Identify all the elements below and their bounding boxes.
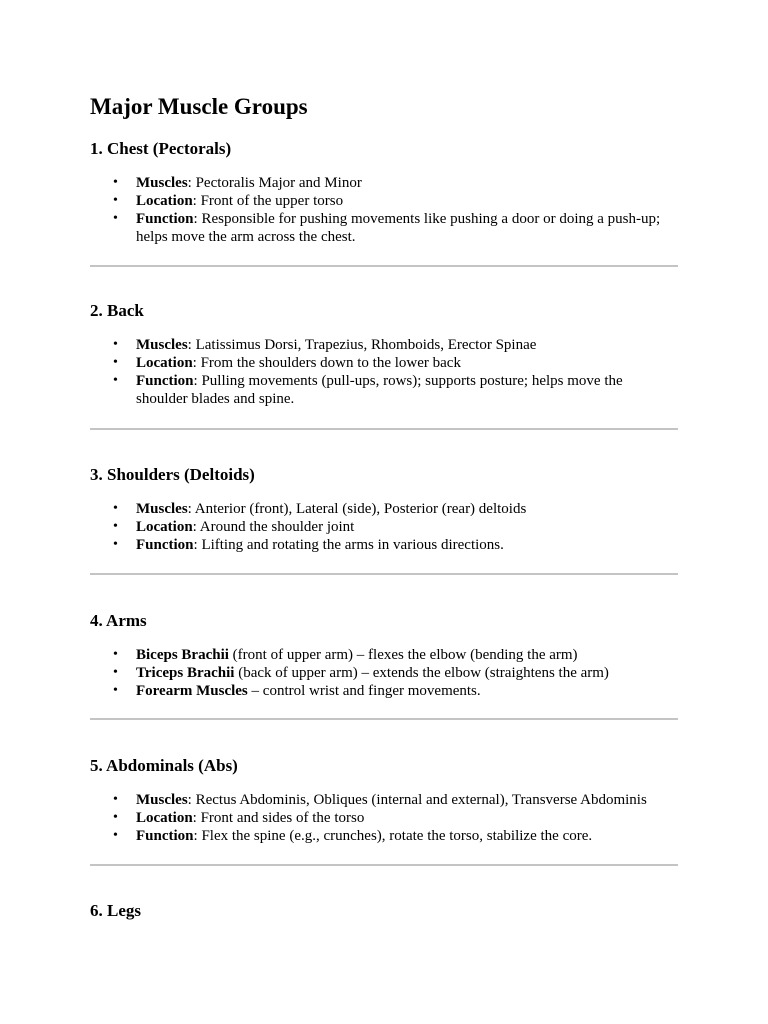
list-item: [90, 664, 678, 682]
list-item: • Function: Pulling movements (pull-ups, rows); supports posture; helps move the shoulder blades and spine.: [113, 373, 623, 407]
section-legs: [90, 900, 678, 922]
section-chest: [90, 138, 678, 246]
item-text: Latissimus Dorsi, Trapezius, Rhomboids, Erector Spinae: [195, 337, 537, 353]
section-heading: 6. Legs: [90, 901, 141, 920]
list-item: [90, 646, 678, 664]
bullet-icon: •: [113, 337, 118, 352]
bullet-icon: •: [113, 193, 118, 208]
bullet-icon: •: [113, 175, 118, 190]
horizontal-divider: [90, 265, 678, 267]
item-text: Flex the spine (e.g., crunches), rotate the torso, stabilize the core.: [201, 828, 593, 844]
bullet-icon: •: [113, 792, 118, 807]
section-back: [90, 300, 678, 408]
section-heading: 3. Shoulders (Deltoids): [90, 465, 255, 484]
list-item: • Location: Around the shoulder joint: [113, 519, 355, 535]
list-item: [90, 682, 678, 700]
bullet-icon: •: [113, 810, 118, 825]
item-text: (back of upper arm) – extends the elbow (straightens the arm): [238, 665, 609, 681]
bullet-icon: •: [113, 519, 118, 534]
item-text: – control wrist and finger movements.: [251, 683, 481, 699]
item-text: From the shoulders down to the lower back: [200, 355, 461, 371]
item-text: Anterior (front), Lateral (side), Posterior (rear) deltoids: [194, 501, 527, 517]
item-label: Muscles: [136, 501, 188, 517]
section-arms: [90, 610, 678, 700]
bullet-icon: •: [113, 828, 118, 843]
horizontal-divider: [90, 864, 678, 866]
item-text: Pectoralis Major and Minor: [195, 175, 362, 191]
item-label: Location: [136, 355, 193, 371]
horizontal-divider: [90, 573, 678, 575]
item-label: Function: [136, 828, 194, 844]
bullet-list: [90, 336, 678, 408]
item-text: Pulling movements (pull-ups, rows); supports posture; helps move the shoulder blades and spine.: [136, 373, 623, 407]
bullet-icon: •: [113, 683, 118, 698]
bullet-icon: •: [113, 501, 118, 516]
list-item: • Location: Front and sides of the torso: [113, 810, 365, 826]
bullet-icon: •: [113, 665, 118, 680]
bullet-icon: •: [113, 647, 118, 662]
list-item: • Location: From the shoulders down to the lower back: [113, 355, 461, 371]
section-heading: 2. Back: [90, 301, 144, 320]
bullet-list: [90, 646, 678, 700]
item-label: Triceps Brachii: [136, 665, 235, 681]
list-item: • Muscles: Anterior (front), Lateral (side), Posterior (rear) deltoids: [113, 501, 527, 517]
bullet-list: [90, 791, 678, 845]
list-item: • Muscles: Rectus Abdominis, Obliques (internal and external), Transverse Abdominis: [113, 792, 647, 808]
section-shoulders: [90, 464, 678, 554]
horizontal-divider: [90, 718, 678, 720]
list-item: • Function: Lifting and rotating the arms in various directions.: [113, 537, 504, 553]
item-label: Location: [136, 193, 193, 209]
item-label: Biceps Brachii: [136, 647, 229, 663]
item-text: Lifting and rotating the arms in various directions.: [201, 537, 504, 553]
bullet-list: [90, 174, 678, 246]
list-item: • Function: Responsible for pushing movements like pushing a door or doing a push-up; helps move the arm across the chest.: [113, 211, 661, 245]
item-label: Muscles: [136, 337, 188, 353]
section-heading: 4. Arms: [90, 611, 147, 630]
item-text: (front of upper arm) – flexes the elbow (bending the arm): [232, 647, 578, 663]
item-label: Function: [136, 211, 194, 227]
item-label: Forearm Muscles: [136, 683, 248, 699]
item-text: Rectus Abdominis, Obliques (internal and external), Transverse Abdominis: [195, 792, 647, 808]
list-item: • Muscles: Latissimus Dorsi, Trapezius, Rhomboids, Erector Spinae: [113, 337, 537, 353]
list-item: • Location: Front of the upper torso: [113, 193, 344, 209]
bullet-icon: •: [113, 211, 118, 226]
item-label: Location: [136, 519, 193, 535]
bullet-icon: •: [113, 537, 118, 552]
document-title: Major Muscle Groups: [90, 94, 308, 119]
item-label: Muscles: [136, 792, 188, 808]
section-heading: 1. Chest (Pectorals): [90, 139, 232, 158]
item-label: Function: [136, 537, 194, 553]
item-label: Muscles: [136, 175, 188, 191]
section-heading: 5. Abdominals (Abs): [90, 756, 238, 775]
item-text: Around the shoulder joint: [199, 519, 355, 535]
item-text: Front and sides of the torso: [200, 810, 365, 826]
item-text: Responsible for pushing movements like pushing a door or doing a push-up; helps move the arm across the chest.: [136, 211, 661, 245]
horizontal-divider: [90, 428, 678, 430]
item-text: Front of the upper torso: [200, 193, 344, 209]
bullet-icon: •: [113, 373, 118, 388]
list-item: • Muscles: Pectoralis Major and Minor: [113, 175, 362, 191]
bullet-list: [90, 500, 678, 554]
section-abdominals: [90, 755, 678, 845]
bullet-icon: •: [113, 355, 118, 370]
item-label: Function: [136, 373, 194, 389]
item-label: Location: [136, 810, 193, 826]
list-item: • Function: Flex the spine (e.g., crunches), rotate the torso, stabilize the core.: [113, 828, 593, 844]
